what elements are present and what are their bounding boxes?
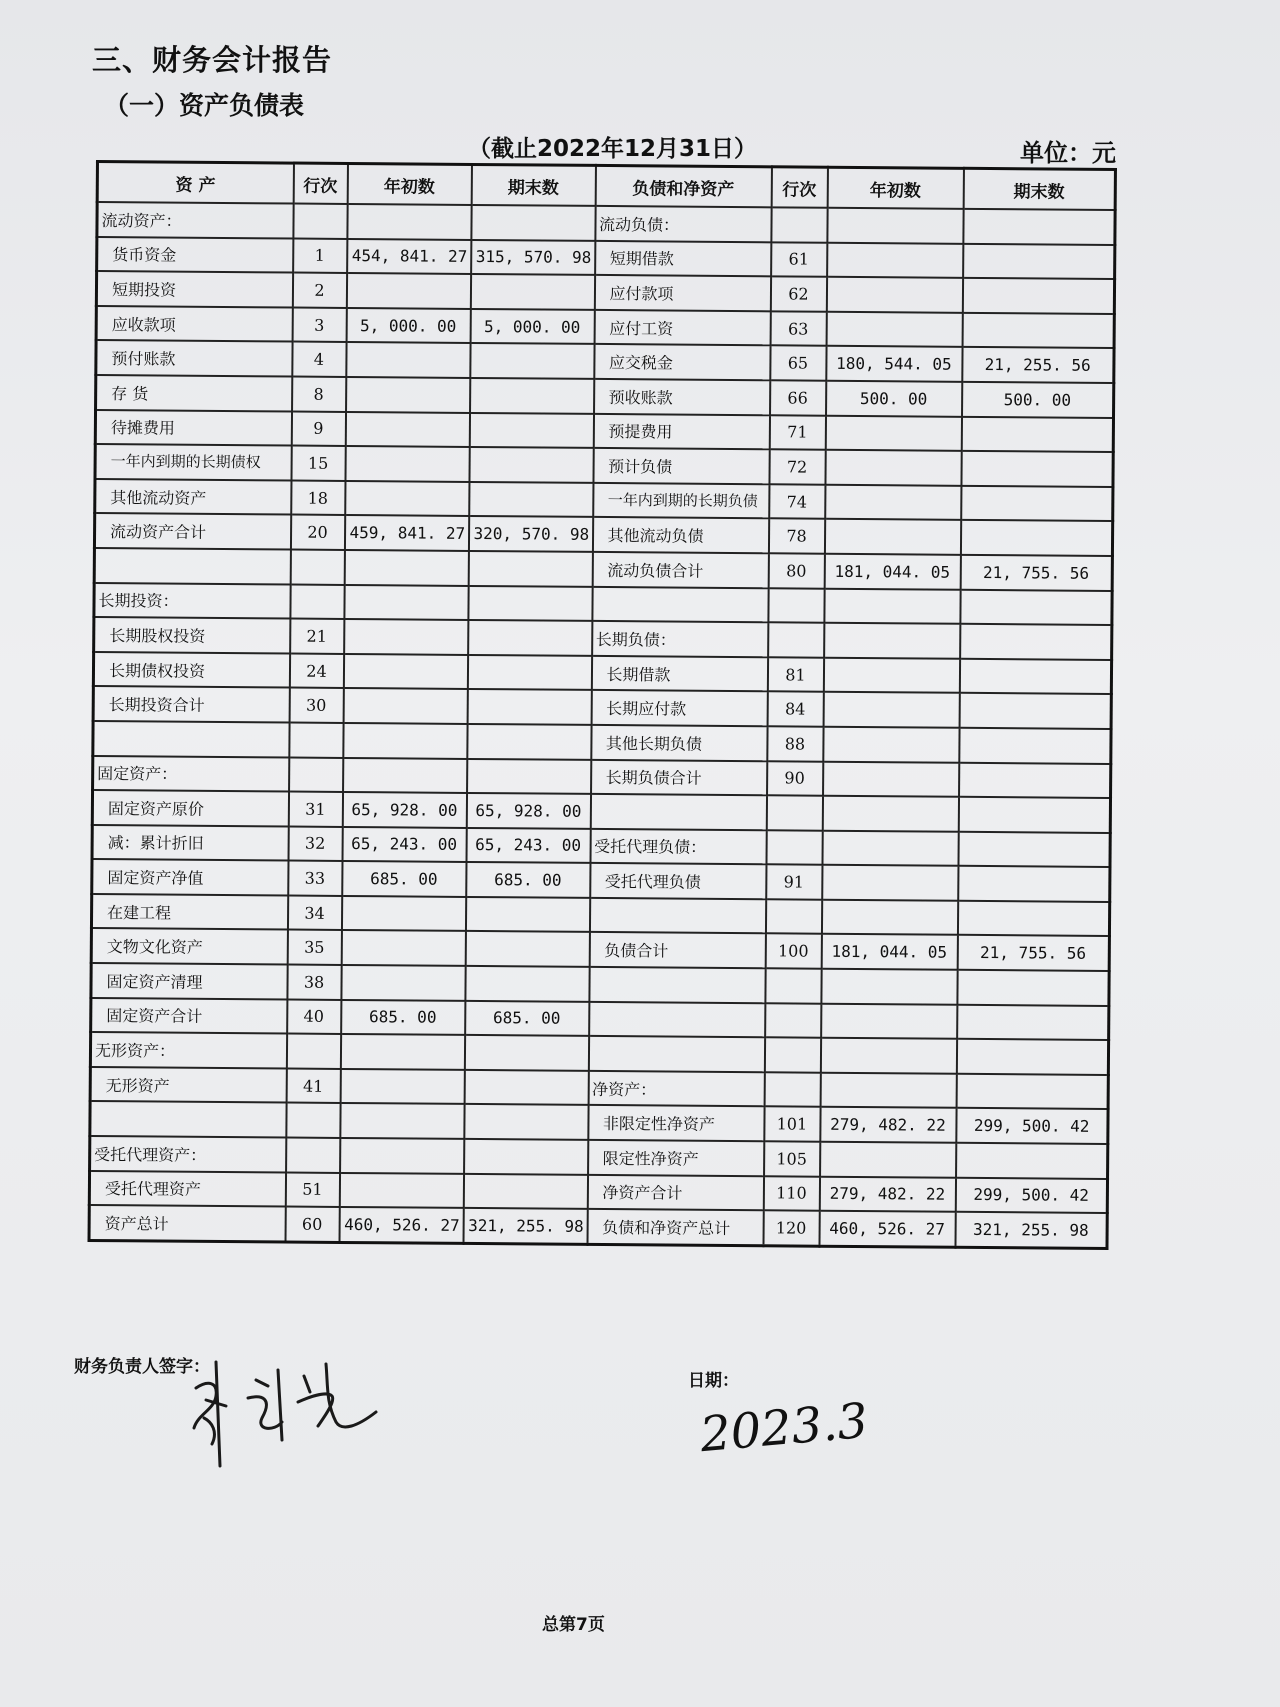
asset-line-no: 34 bbox=[287, 895, 341, 930]
asset-begin-value: 460, 526. 27 bbox=[339, 1207, 463, 1243]
asset-line-no: 18 bbox=[291, 480, 345, 515]
liability-line-no: 74 bbox=[769, 484, 825, 519]
asset-end-value bbox=[469, 447, 593, 483]
asset-begin-value bbox=[340, 1034, 464, 1070]
liability-item: 应交税金 bbox=[594, 344, 770, 380]
asset-begin-value bbox=[345, 446, 469, 482]
liability-end-value bbox=[962, 278, 1114, 314]
asset-line-no: 32 bbox=[288, 826, 342, 861]
liability-end-value bbox=[956, 1039, 1108, 1075]
liability-end-value: 500. 00 bbox=[962, 382, 1114, 418]
liability-item: 负债合计 bbox=[589, 932, 765, 968]
asset-item: 短期投资 bbox=[96, 271, 292, 307]
asset-line-no bbox=[293, 204, 347, 239]
asset-end-value bbox=[464, 1035, 588, 1071]
liability-begin-value: 460, 526. 27 bbox=[819, 1211, 955, 1247]
liability-line-no: 62 bbox=[770, 276, 826, 311]
liability-item: 净资产合计 bbox=[587, 1175, 763, 1211]
liability-item: 负债和净资产总计 bbox=[587, 1209, 763, 1245]
liability-line-no: 91 bbox=[766, 865, 822, 900]
asset-begin-value: 5, 000. 00 bbox=[346, 308, 470, 344]
asset-end-value bbox=[470, 378, 594, 414]
liability-end-value: 299, 500. 42 bbox=[955, 1177, 1107, 1213]
liability-line-no: 63 bbox=[770, 311, 826, 346]
liability-item: 长期负债： bbox=[592, 621, 768, 657]
liability-line-no: 100 bbox=[765, 934, 821, 969]
liability-begin-value bbox=[823, 692, 959, 728]
asset-line-no: 3 bbox=[292, 307, 346, 342]
header-liabilities: 负债和净资产 bbox=[595, 165, 771, 207]
asset-line-no: 35 bbox=[287, 930, 341, 965]
liability-begin-value: 180, 544. 05 bbox=[826, 346, 962, 382]
asset-begin-value bbox=[339, 1173, 463, 1209]
liability-item: 限定性净资产 bbox=[588, 1140, 764, 1176]
asset-end-value: 315, 570. 98 bbox=[471, 240, 595, 276]
liability-line-no: 65 bbox=[770, 346, 826, 381]
liability-item: 长期负债合计 bbox=[591, 759, 767, 795]
asset-end-value: 685. 00 bbox=[465, 1001, 589, 1037]
liability-end-value: 299, 500. 42 bbox=[956, 1108, 1108, 1144]
liability-end-value bbox=[960, 520, 1112, 556]
asset-item: 固定资产净值 bbox=[92, 859, 288, 895]
liability-end-value bbox=[958, 866, 1110, 902]
liability-begin-value bbox=[821, 900, 957, 936]
asset-begin-value bbox=[343, 723, 467, 759]
asset-begin-value bbox=[341, 965, 465, 1001]
liability-begin-value bbox=[820, 1142, 956, 1178]
asset-line-no: 4 bbox=[292, 342, 346, 377]
liability-line-no: 71 bbox=[769, 415, 825, 450]
asset-begin-value bbox=[341, 930, 465, 966]
asset-item: 货币资金 bbox=[97, 237, 293, 273]
liability-begin-value bbox=[821, 1003, 957, 1039]
signature-label: 财务负责人签字： bbox=[74, 1357, 210, 1377]
handwritten-signature bbox=[186, 1340, 386, 1470]
liability-begin-value bbox=[824, 519, 960, 555]
liability-end-value bbox=[963, 243, 1115, 279]
asset-end-value bbox=[470, 343, 594, 379]
liability-begin-value bbox=[825, 450, 961, 486]
table-body bbox=[89, 202, 1115, 1248]
liability-line-no bbox=[768, 588, 824, 623]
asset-end-value bbox=[470, 274, 594, 310]
asset-item: 其他流动资产 bbox=[95, 479, 291, 515]
liability-line-no bbox=[766, 795, 822, 830]
asset-begin-value bbox=[347, 204, 471, 240]
header-liability-begin: 年初数 bbox=[827, 167, 963, 209]
asset-line-no: 9 bbox=[291, 411, 345, 446]
asset-line-no: 51 bbox=[285, 1172, 339, 1207]
asset-line-no bbox=[286, 1103, 340, 1138]
asset-begin-value bbox=[346, 273, 470, 309]
liability-end-value bbox=[959, 659, 1111, 695]
liability-begin-value bbox=[820, 1073, 956, 1109]
liability-begin-value bbox=[824, 588, 960, 624]
header-liability-line: 行次 bbox=[771, 167, 827, 208]
liability-begin-value bbox=[822, 865, 958, 901]
asset-item bbox=[94, 548, 290, 584]
page-number: 总第7页 bbox=[542, 1615, 605, 1635]
liability-end-value bbox=[957, 901, 1109, 937]
liability-item: 非限定性净资产 bbox=[588, 1105, 764, 1141]
liability-item bbox=[589, 1002, 765, 1038]
asset-end-value bbox=[467, 655, 591, 691]
asset-line-no: 40 bbox=[287, 999, 341, 1034]
asset-item: 预付账款 bbox=[96, 340, 292, 376]
asset-item: 一年内到期的长期债权 bbox=[95, 444, 291, 480]
liability-line-no: 84 bbox=[767, 692, 823, 727]
liability-begin-value bbox=[820, 1038, 956, 1074]
liability-begin-value bbox=[827, 208, 963, 244]
liability-begin-value: 181, 044. 05 bbox=[821, 934, 957, 970]
asset-item: 存 货 bbox=[96, 375, 292, 411]
liability-line-no: 120 bbox=[763, 1210, 819, 1246]
liability-item bbox=[592, 586, 768, 622]
asset-item bbox=[90, 1101, 286, 1137]
liability-item bbox=[589, 898, 765, 934]
liability-end-value bbox=[956, 1074, 1108, 1110]
liability-end-value bbox=[958, 797, 1110, 833]
asset-line-no: 15 bbox=[291, 446, 345, 481]
asset-begin-value bbox=[344, 550, 468, 586]
asset-line-no: 8 bbox=[292, 377, 346, 412]
liability-begin-value bbox=[822, 830, 958, 866]
asset-end-value bbox=[464, 1104, 588, 1140]
asset-line-no: 2 bbox=[292, 273, 346, 308]
liability-line-no bbox=[764, 1038, 820, 1073]
asset-item: 长期股权投资 bbox=[94, 617, 290, 653]
asset-line-no: 1 bbox=[293, 238, 347, 273]
liability-item: 预计负债 bbox=[593, 448, 769, 484]
asset-line-no bbox=[289, 722, 343, 757]
asset-end-value bbox=[471, 205, 595, 241]
liability-begin-value bbox=[824, 623, 960, 659]
asset-line-no bbox=[289, 757, 343, 792]
asset-item: 文物文化资产 bbox=[91, 928, 287, 964]
asset-line-no: 38 bbox=[287, 965, 341, 1000]
liability-end-value bbox=[957, 1004, 1109, 1040]
liability-item: 应付工资 bbox=[594, 310, 770, 346]
asset-end-value bbox=[465, 966, 589, 1002]
asset-begin-value bbox=[343, 688, 467, 724]
liability-begin-value: 500. 00 bbox=[826, 381, 962, 417]
liability-begin-value bbox=[823, 761, 959, 797]
liability-begin-value: 279, 482. 22 bbox=[820, 1107, 956, 1143]
asset-item: 在建工程 bbox=[91, 894, 287, 930]
table-subheading: （一）资产负债表 bbox=[104, 91, 305, 120]
liability-item: 受托代理负债： bbox=[590, 829, 766, 865]
liability-line-no: 81 bbox=[767, 657, 823, 692]
liability-line-no: 90 bbox=[767, 761, 823, 796]
table-row bbox=[89, 1205, 1107, 1248]
liability-end-value bbox=[961, 451, 1113, 487]
liability-item: 应付款项 bbox=[594, 275, 770, 311]
liability-begin-value bbox=[825, 415, 961, 451]
asset-line-no: 60 bbox=[285, 1207, 339, 1243]
asset-begin-value bbox=[345, 481, 469, 517]
header-assets: 资 产 bbox=[97, 162, 293, 204]
asset-begin-value bbox=[343, 654, 467, 690]
liability-line-no bbox=[765, 1003, 821, 1038]
liability-item bbox=[589, 967, 765, 1003]
liability-line-no: 61 bbox=[771, 242, 827, 277]
asset-begin-value: 65, 928. 00 bbox=[342, 792, 466, 828]
asset-begin-value: 454, 841. 27 bbox=[347, 239, 471, 275]
liability-line-no: 110 bbox=[763, 1176, 819, 1211]
asset-begin-value: 65, 243. 00 bbox=[342, 827, 466, 863]
asset-begin-value bbox=[340, 1138, 464, 1174]
liability-line-no bbox=[771, 207, 827, 242]
liability-end-value: 21, 755. 56 bbox=[957, 935, 1109, 971]
asset-line-no: 30 bbox=[289, 688, 343, 723]
asset-begin-value bbox=[340, 1103, 464, 1139]
asset-line-no: 20 bbox=[290, 515, 344, 550]
asset-line-no: 41 bbox=[286, 1068, 340, 1103]
asset-item: 无形资产： bbox=[90, 1032, 286, 1068]
asset-item: 资产总计 bbox=[89, 1205, 285, 1242]
liability-end-value: 321, 255. 98 bbox=[955, 1212, 1107, 1248]
liability-begin-value: 279, 482. 22 bbox=[819, 1176, 955, 1212]
asset-item bbox=[93, 721, 289, 757]
asset-begin-value bbox=[344, 619, 468, 655]
liability-end-value bbox=[962, 313, 1114, 349]
liability-begin-value bbox=[823, 727, 959, 763]
asset-line-no bbox=[286, 1034, 340, 1069]
liability-begin-value bbox=[821, 969, 957, 1005]
liability-line-no: 101 bbox=[764, 1107, 820, 1142]
liability-item: 净资产： bbox=[588, 1071, 764, 1107]
asset-begin-value bbox=[344, 584, 468, 620]
liability-begin-value bbox=[826, 312, 962, 348]
liability-item: 一年内到期的长期负债 bbox=[593, 483, 769, 519]
asset-begin-value: 685. 00 bbox=[341, 1000, 465, 1036]
asset-item: 流动资产： bbox=[97, 202, 293, 238]
asset-item: 固定资产清理 bbox=[91, 963, 287, 999]
asset-item: 待摊费用 bbox=[95, 410, 291, 446]
liability-item: 流动负债： bbox=[595, 206, 771, 242]
liability-end-value bbox=[959, 762, 1111, 798]
asset-item: 流动资产合计 bbox=[94, 513, 290, 549]
asset-begin-value bbox=[345, 412, 469, 448]
liability-line-no: 88 bbox=[767, 726, 823, 761]
liability-line-no: 105 bbox=[764, 1141, 820, 1176]
liability-end-value bbox=[963, 209, 1115, 245]
liability-item: 流动负债合计 bbox=[592, 552, 768, 588]
asset-item: 长期投资合计 bbox=[93, 686, 289, 722]
report-date-range: （截止2022年12月31日） bbox=[468, 136, 758, 162]
header-asset-line: 行次 bbox=[293, 163, 347, 204]
liability-end-value bbox=[956, 1143, 1108, 1179]
asset-item: 应收款项 bbox=[96, 306, 292, 342]
asset-item: 减：累计折旧 bbox=[92, 825, 288, 861]
liability-line-no bbox=[764, 1072, 820, 1107]
asset-line-no bbox=[290, 584, 344, 619]
asset-end-value bbox=[465, 897, 589, 933]
liability-line-no: 80 bbox=[768, 553, 824, 588]
balance-sheet bbox=[88, 160, 1114, 1250]
asset-item: 受托代理资产： bbox=[90, 1136, 286, 1172]
liability-item: 长期借款 bbox=[591, 656, 767, 692]
asset-item: 长期投资： bbox=[94, 583, 290, 619]
liability-line-no: 72 bbox=[769, 449, 825, 484]
asset-begin-value bbox=[340, 1069, 464, 1105]
liability-line-no bbox=[768, 622, 824, 657]
asset-end-value bbox=[463, 1174, 587, 1210]
liability-end-value bbox=[961, 486, 1113, 522]
liability-end-value bbox=[957, 970, 1109, 1006]
header-liability-end: 期末数 bbox=[963, 168, 1115, 210]
asset-end-value: 321, 255. 98 bbox=[463, 1208, 587, 1244]
liability-item: 短期借款 bbox=[595, 241, 771, 277]
asset-end-value bbox=[467, 758, 591, 794]
balance-sheet-table bbox=[88, 160, 1117, 1250]
asset-begin-value bbox=[341, 896, 465, 932]
liability-begin-value bbox=[823, 657, 959, 693]
liability-line-no bbox=[765, 968, 821, 1003]
asset-item: 无形资产 bbox=[90, 1067, 286, 1103]
currency-unit: 单位：元 bbox=[1020, 139, 1116, 167]
liability-end-value bbox=[960, 589, 1112, 625]
liability-begin-value: 181, 044. 05 bbox=[824, 554, 960, 590]
asset-item: 长期债权投资 bbox=[93, 652, 289, 688]
asset-end-value: 5, 000. 00 bbox=[470, 309, 594, 345]
asset-line-no: 24 bbox=[289, 653, 343, 688]
section-heading: 三、财务会计报告 bbox=[92, 43, 333, 77]
liability-begin-value bbox=[826, 277, 962, 313]
asset-end-value bbox=[464, 1139, 588, 1175]
asset-end-value bbox=[468, 585, 592, 621]
liability-end-value bbox=[959, 693, 1111, 729]
asset-line-no bbox=[290, 549, 344, 584]
liability-item: 长期应付款 bbox=[591, 690, 767, 726]
asset-item: 固定资产： bbox=[93, 755, 289, 791]
asset-begin-value bbox=[346, 377, 470, 413]
asset-end-value: 320, 570. 98 bbox=[468, 516, 592, 552]
asset-end-value bbox=[469, 482, 593, 518]
liability-end-value: 21, 255. 56 bbox=[962, 347, 1114, 383]
asset-begin-value: 685. 00 bbox=[342, 861, 466, 897]
liability-item: 预提费用 bbox=[593, 413, 769, 449]
liability-end-value bbox=[958, 831, 1110, 867]
asset-end-value bbox=[469, 413, 593, 449]
liability-item: 受托代理负债 bbox=[590, 863, 766, 899]
liability-line-no bbox=[766, 830, 822, 865]
asset-item: 受托代理资产 bbox=[89, 1171, 285, 1207]
header-asset-begin: 年初数 bbox=[347, 163, 471, 204]
liability-begin-value bbox=[822, 796, 958, 832]
liability-end-value bbox=[960, 624, 1112, 660]
asset-end-value bbox=[468, 620, 592, 656]
asset-end-value: 685. 00 bbox=[466, 862, 590, 898]
asset-end-value: 65, 928. 00 bbox=[466, 793, 590, 829]
date-label: 日期： bbox=[688, 1371, 739, 1391]
asset-end-value bbox=[468, 551, 592, 587]
asset-end-value bbox=[467, 689, 591, 725]
liability-end-value bbox=[959, 728, 1111, 764]
liability-line-no bbox=[765, 899, 821, 934]
asset-begin-value: 459, 841. 27 bbox=[344, 515, 468, 551]
liability-item bbox=[590, 794, 766, 830]
asset-end-value bbox=[464, 1070, 588, 1106]
asset-line-no: 33 bbox=[288, 861, 342, 896]
asset-begin-value bbox=[346, 342, 470, 378]
liability-begin-value bbox=[827, 242, 963, 278]
asset-end-value bbox=[467, 724, 591, 760]
liability-item: 其他长期负债 bbox=[591, 725, 767, 761]
header-asset-end: 期末数 bbox=[471, 164, 595, 205]
asset-line-no: 21 bbox=[290, 619, 344, 654]
asset-line-no bbox=[286, 1138, 340, 1173]
asset-line-no: 31 bbox=[288, 792, 342, 827]
asset-end-value: 65, 243. 00 bbox=[466, 828, 590, 864]
liability-begin-value bbox=[825, 484, 961, 520]
asset-begin-value bbox=[343, 757, 467, 793]
liability-line-no: 66 bbox=[770, 380, 826, 415]
liability-item: 预收账款 bbox=[594, 379, 770, 415]
asset-end-value bbox=[465, 931, 589, 967]
liability-line-no: 78 bbox=[768, 519, 824, 554]
liability-end-value bbox=[961, 416, 1113, 452]
asset-item: 固定资产合计 bbox=[91, 998, 287, 1034]
asset-item: 固定资产原价 bbox=[92, 790, 288, 826]
liability-item: 其他流动负债 bbox=[592, 517, 768, 553]
liability-item bbox=[588, 1036, 764, 1072]
handwritten-date: 2023.3 bbox=[697, 1392, 871, 1464]
liability-end-value: 21, 755. 56 bbox=[960, 555, 1112, 591]
